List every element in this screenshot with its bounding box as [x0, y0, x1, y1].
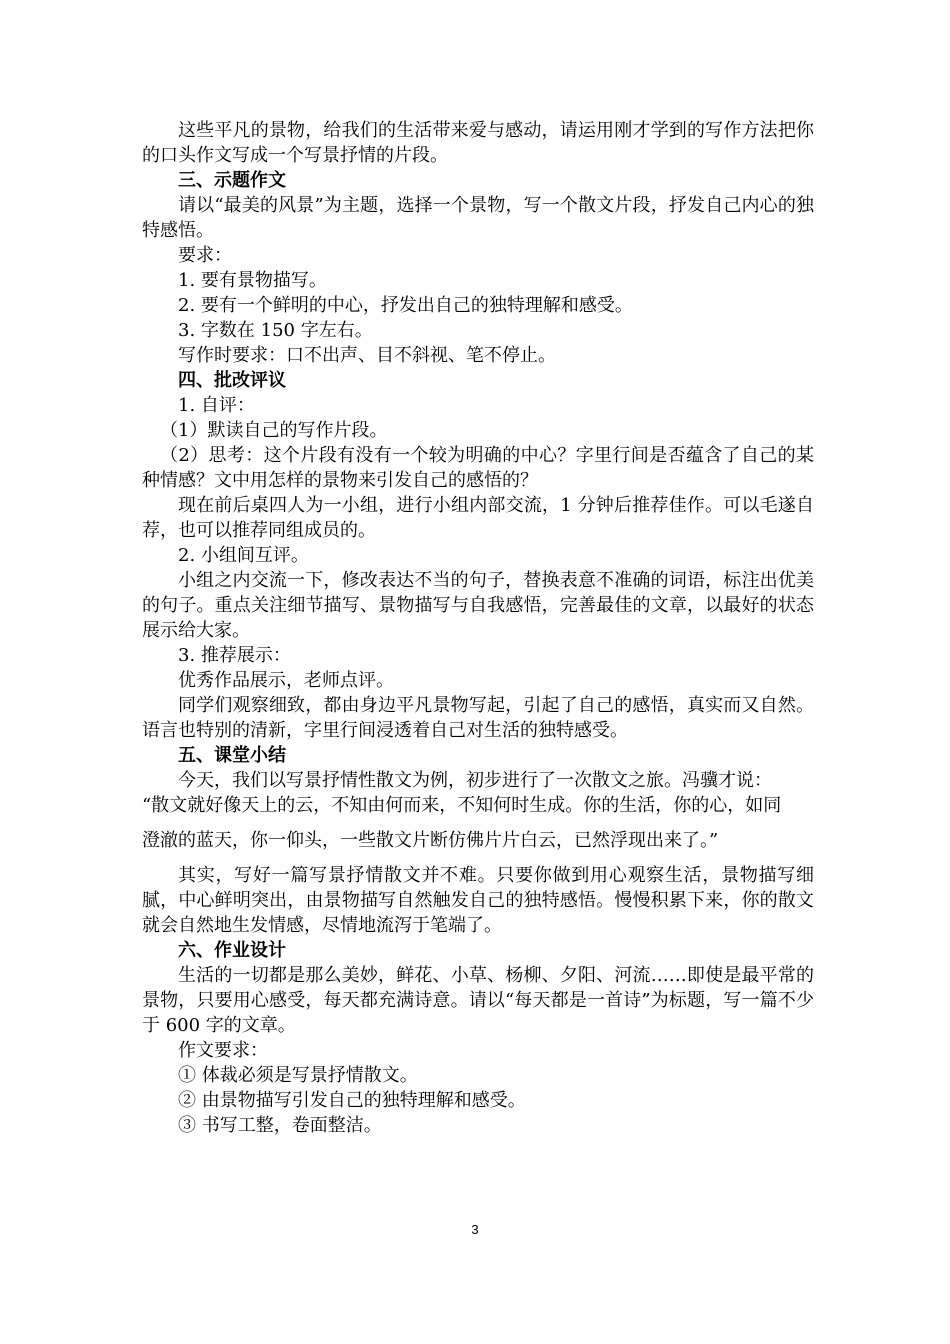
- paragraph: 其实，写好一篇写景抒情散文并不难。只要你做到用心观察生活，景物描写细腻，中心鲜明突出，由景物描写自然触发自己的独特感悟。慢慢积累下来，你的散文就会自然地生发情感，尽情地流泻于笔端了。: [142, 865, 814, 936]
- list-item: （1）默读自己的写作片段。: [160, 420, 388, 441]
- paragraph: 同学们观察细致，都由身边平凡景物写起，引起了自己的感悟，真实而又自然。语言也特别的清新，字里行间浸透着自己对生活的独特感受。: [142, 695, 814, 741]
- quote-line: “散文就好像天上的云，不知由何而来，不知何时生成。你的生活，你的心，如同: [142, 795, 782, 816]
- document-page: [142, 118, 814, 1138]
- page-number: 3: [471, 1222, 479, 1237]
- list-item: ③ 书写工整，卷面整洁。: [178, 1115, 382, 1136]
- list-item: 3. 推荐展示：: [178, 645, 291, 666]
- list-item: 2. 要有一个鲜明的中心，抒发出自己的独特理解和感受。: [178, 295, 633, 316]
- paragraph: 写作时要求：口不出声、目不斜视、笔不停止。: [178, 345, 556, 366]
- quote-line: 澄澈的蓝天，你一仰头，一些散文片断仿佛片片白云，已然浮现出来了。”: [142, 830, 719, 851]
- list-item: ② 由景物描写引发自己的独特理解和感受。: [178, 1090, 526, 1111]
- paragraph: 请以“最美的风景”为主题，选择一个景物，写一个散文片段，抒发自己内心的独特感悟。: [142, 195, 814, 241]
- section-heading: 三、示题作文: [178, 170, 286, 191]
- list-item: （2）思考：这个片段有没有一个较为明确的中心？字里行间是否蕴含了自己的某种情感？文中用怎样的景物来引发自己的感悟的？: [142, 445, 814, 491]
- paragraph: 优秀作品展示，老师点评。: [178, 670, 394, 691]
- list-item: 1. 自评：: [178, 395, 255, 416]
- paragraph: 这些平凡的景物，给我们的生活带来爱与感动，请运用刚才学到的写作方法把你的口头作文写成一个写景抒情的片段。: [142, 120, 814, 166]
- paragraph: 小组之内交流一下，修改表达不当的句子，替换表意不准确的词语，标注出优美的句子。重点关注细节描写、景物描写与自我感悟，完善最佳的文章，以最好的状态展示给大家。: [142, 570, 814, 641]
- paragraph: 作文要求：: [178, 1040, 268, 1061]
- list-item: 1. 要有景物描写。: [178, 270, 327, 291]
- paragraph: 生活的一切都是那么美妙，鲜花、小草、杨柳、夕阳、河流……即使是最平常的景物，只要用心感受，每天都充满诗意。请以“每天都是一首诗”为标题，写一篇不少于 600 字的文章。: [142, 965, 814, 1036]
- section-heading: 六、作业设计: [178, 940, 286, 961]
- section-heading: 五、课堂小结: [178, 745, 286, 766]
- list-item: 2. 小组间互评。: [178, 545, 309, 566]
- paragraph: 要求：: [178, 245, 232, 266]
- paragraph: 今天，我们以写景抒情性散文为例，初步进行了一次散文之旅。冯骥才说：: [178, 770, 772, 791]
- list-item: ① 体裁必须是写景抒情散文。: [178, 1065, 418, 1086]
- paragraph: 现在前后桌四人为一小组，进行小组内部交流，1 分钟后推荐佳作。可以毛遂自荐，也可以推荐同组成员的。: [142, 495, 814, 541]
- list-item: 3. 字数在 150 字左右。: [178, 320, 373, 341]
- section-heading: 四、批改评议: [178, 370, 286, 391]
